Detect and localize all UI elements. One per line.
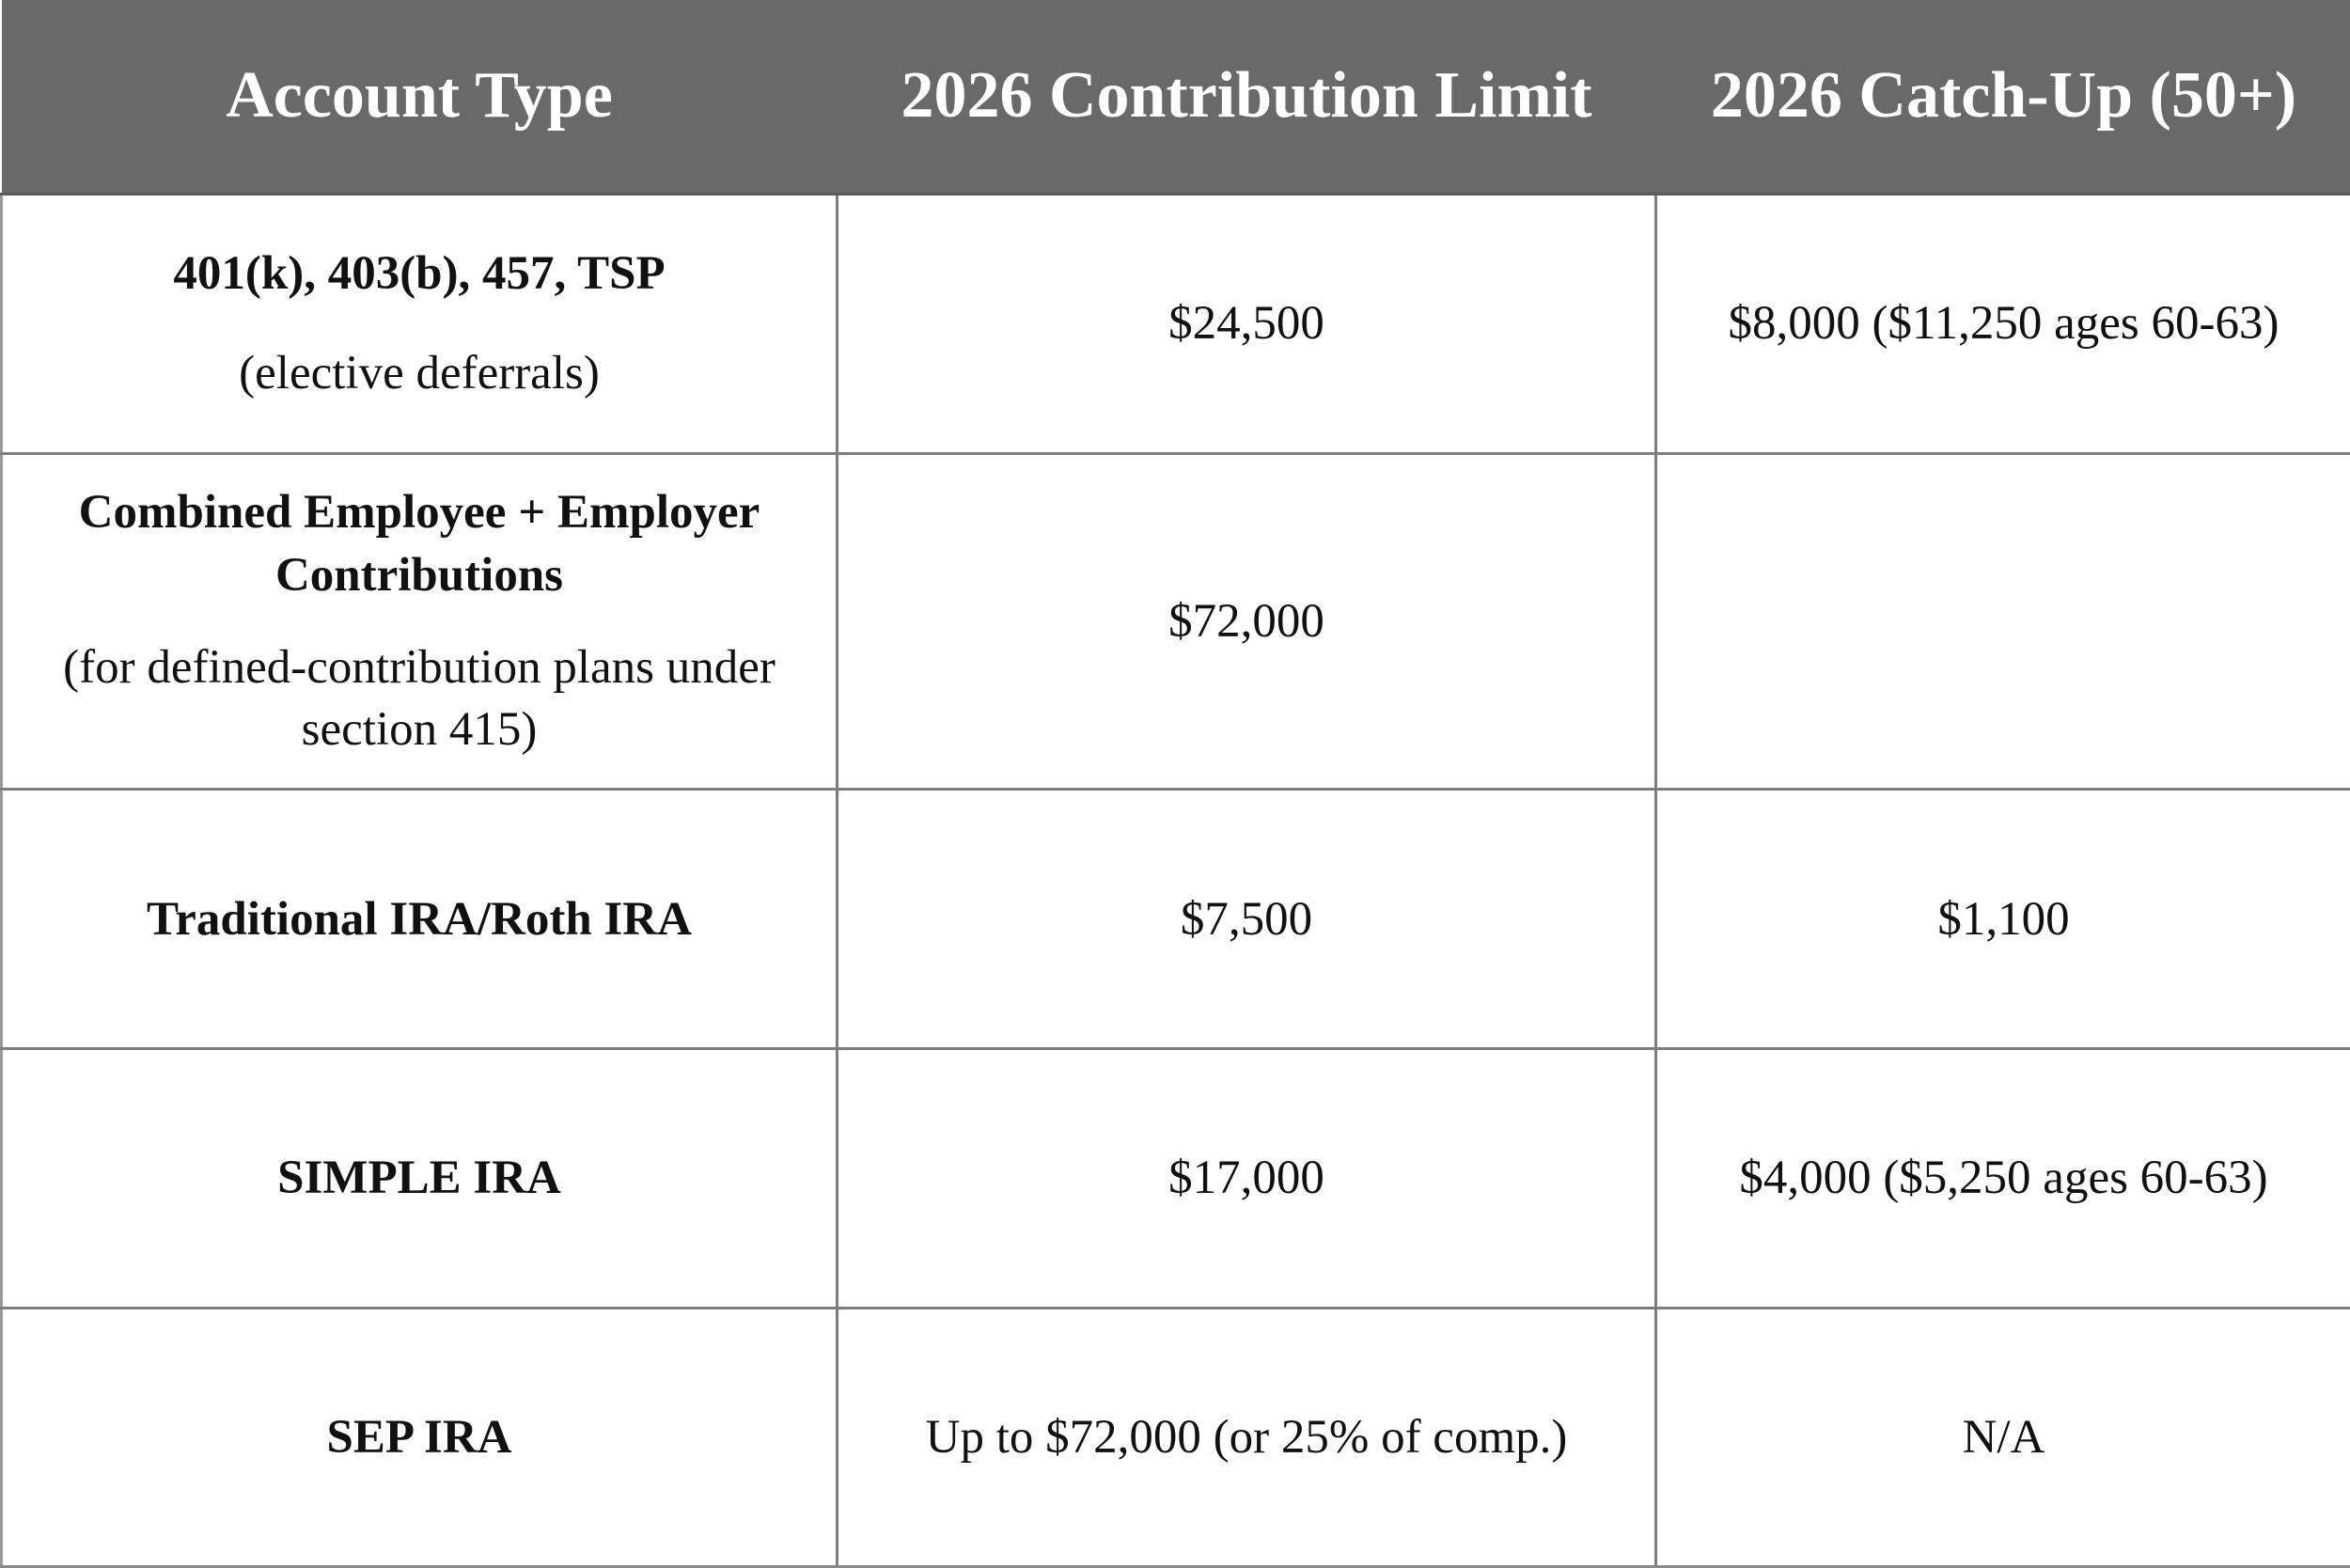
header-contribution-limit: 2026 Contribution Limit — [838, 0, 1656, 194]
header-catch-up: 2026 Catch-Up (50+) — [1656, 0, 2350, 194]
table-row — [2, 790, 2350, 1049]
contribution-limit-cell: $72,000 — [838, 453, 1656, 789]
catch-up-cell — [1656, 453, 2350, 789]
account-name: SIMPLE IRA — [277, 1152, 561, 1205]
contribution-limit-cell: $7,500 — [838, 790, 1656, 1049]
catch-up-cell: $8,000 ($11,250 ages 60-63) — [1656, 194, 2350, 453]
contribution-limit-cell: $24,500 — [838, 194, 1656, 453]
table-row — [2, 1308, 2350, 1566]
table-row — [2, 1049, 2350, 1308]
account-type-cell — [2, 1308, 838, 1566]
account-type-cell — [2, 1049, 838, 1308]
contribution-limit-cell: $17,000 — [838, 1049, 1656, 1308]
account-name: 401(k), 403(b), 457, TSP — [173, 246, 666, 300]
account-note: (for defined-contribution plans under section 415) — [63, 640, 776, 757]
catch-up-cell: $1,100 — [1656, 790, 2350, 1049]
header-row — [2, 0, 2350, 194]
account-type-cell — [2, 790, 838, 1049]
account-type-cell — [2, 453, 838, 789]
table-row — [2, 453, 2350, 789]
header-account-type: Account Type — [2, 0, 838, 194]
table-body — [2, 194, 2350, 1567]
table-row — [2, 194, 2350, 453]
account-name: SEP IRA — [326, 1410, 512, 1464]
account-name: Traditional IRA/Roth IRA — [147, 892, 692, 946]
contribution-limit-cell: Up to $72,000 (or 25% of comp.) — [838, 1308, 1656, 1566]
catch-up-cell: $4,000 ($5,250 ages 60-63) — [1656, 1049, 2350, 1308]
catch-up-cell: N/A — [1656, 1308, 2350, 1566]
account-name: Combined Employee + Employer Contributions — [78, 486, 760, 602]
table-header — [2, 0, 2350, 194]
account-type-cell — [2, 194, 838, 453]
account-note: (elective deferrals) — [239, 347, 600, 400]
